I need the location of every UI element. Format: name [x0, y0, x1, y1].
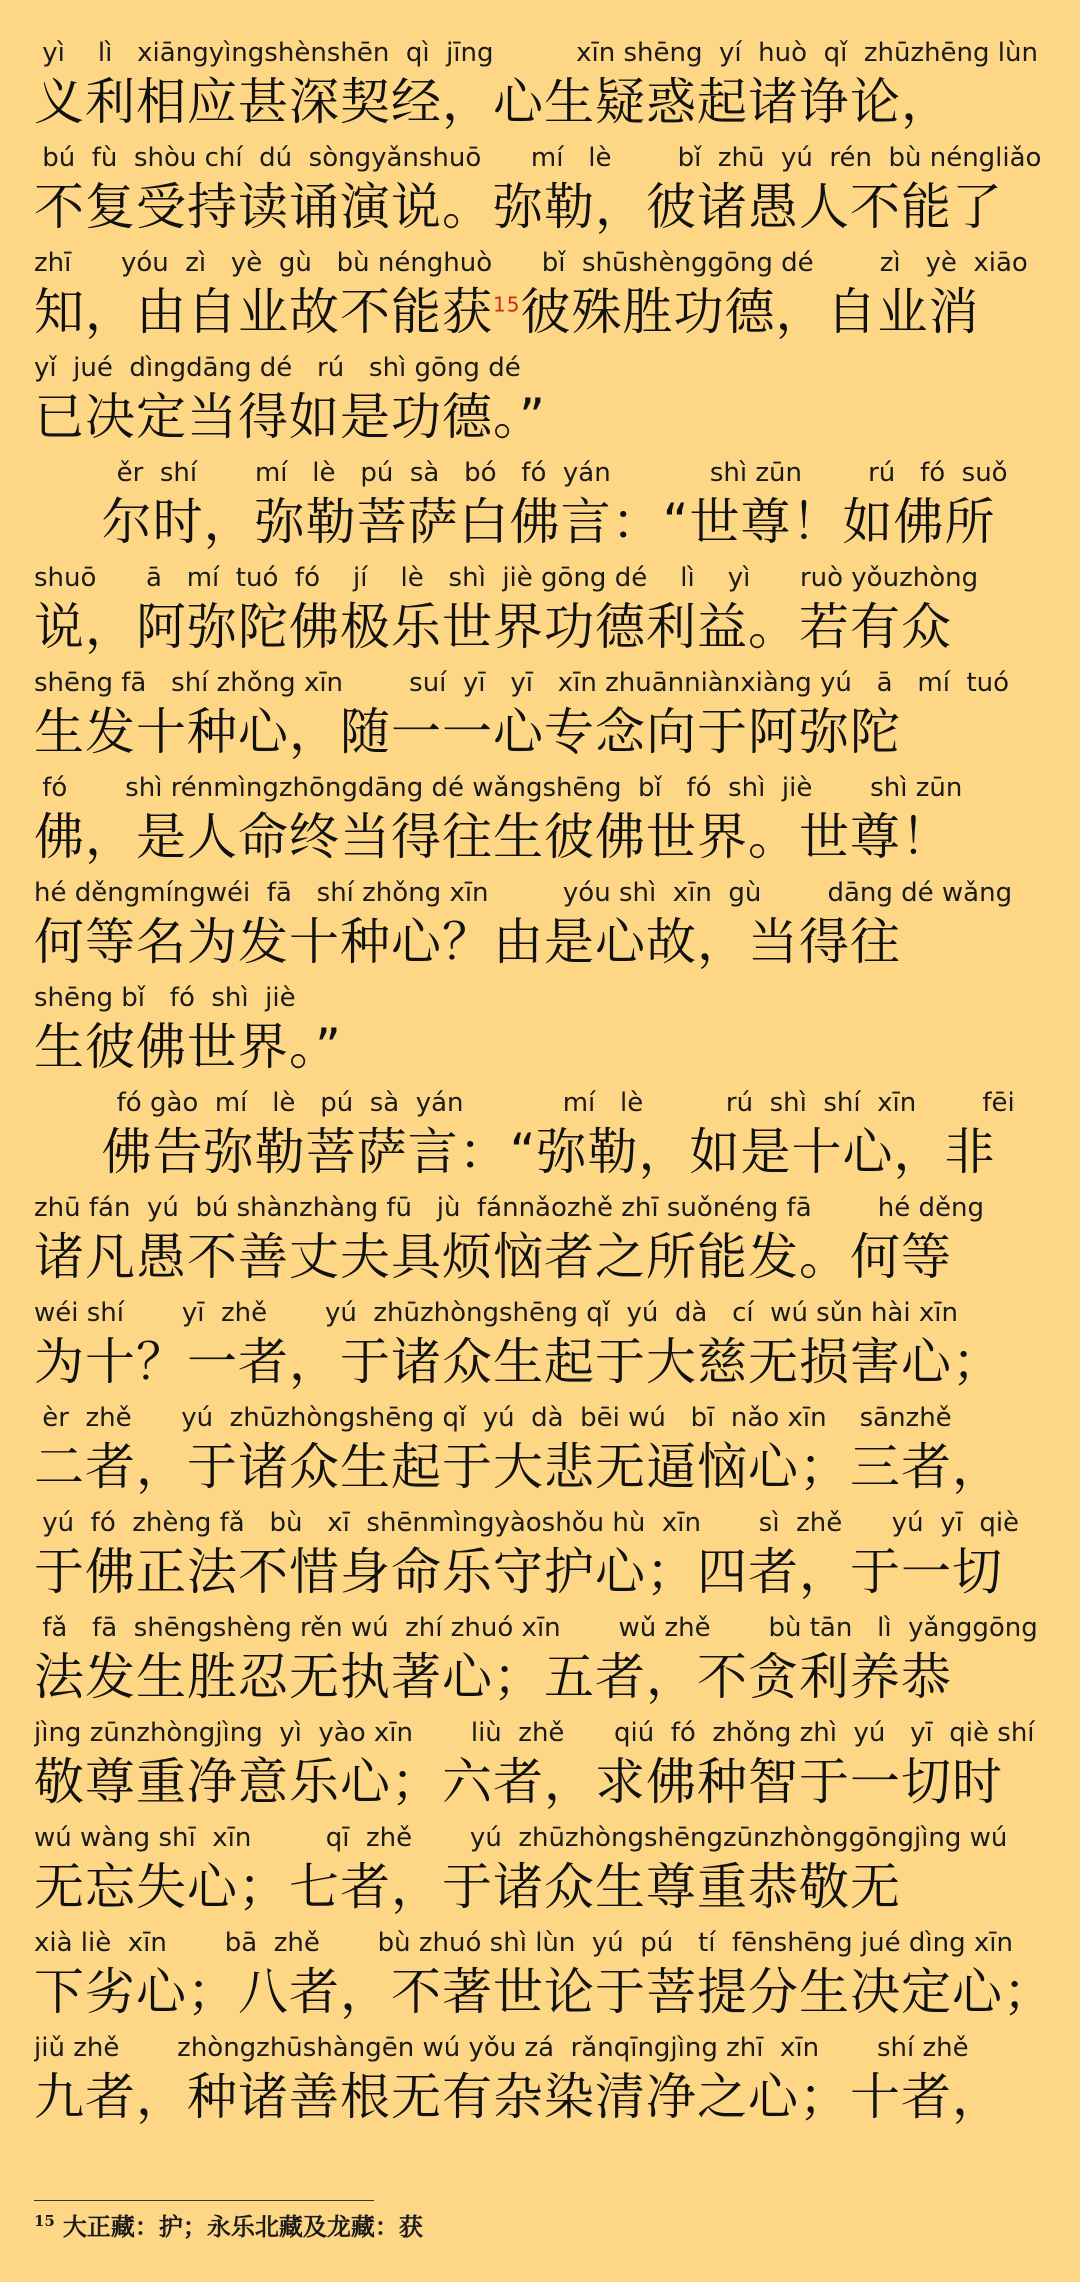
pinyin-row: shēng bǐ fó shì jiè: [34, 983, 296, 1013]
text-line-10: [34, 981, 1054, 1085]
hanzi-row: 佛，是人命终当得往生彼佛世界。世尊！: [34, 808, 952, 866]
pinyin-row: zhī yóu zì yè gù bù nénghuò bǐ shūshènggōng dé zì yè xiāo: [34, 248, 1028, 278]
hanzi-row: 尔时，弥勒菩萨白佛言：“世尊！如佛所: [34, 493, 996, 551]
pinyin-row: yǐ jué dìngdāng dé rú shì gōng dé: [34, 353, 521, 383]
pinyin-row: èr zhě yú zhūzhòngshēng qǐ yú dà bēi wú bī nǎo xīn sānzhě: [34, 1403, 952, 1433]
text-line-18: [34, 1821, 1054, 1925]
hanzi-after-footnote: 彼殊胜功德，自业消: [520, 283, 980, 341]
pinyin-row: shuō ā mí tuó fó jí lè shì jiè gōng dé lì yì ruò yǒuzhòng: [34, 563, 979, 593]
hanzi-row: 二者，于诸众生起于大悲无逼恼心；三者，: [34, 1438, 1003, 1496]
footnote: [34, 2210, 1034, 2244]
pinyin-row: wú wàng shī xīn qī zhě yú zhūzhòngshēngzūnzhònggōngjìng wú: [34, 1823, 1008, 1853]
pinyin-row: jìng zūnzhòngjìng yì yào xīn liù zhě qiú fó zhǒng zhì yú yī qiè shí: [34, 1718, 1035, 1748]
hanzi-row: [34, 280, 1054, 344]
pinyin-row: bú fù shòu chí dú sòngyǎnshuō mí lè bǐ zhū yú rén bù néngliǎo: [34, 143, 1042, 173]
pinyin-row: fǎ fā shēngshèng rěn wú zhí zhuó xīn wǔ zhě bù tān lì yǎnggōng: [34, 1613, 1038, 1643]
text-line-11: [34, 1086, 1054, 1190]
footnote-divider: [34, 2200, 374, 2201]
text-line-13: [34, 1296, 1054, 1400]
text-line-6: [34, 561, 1054, 665]
footnote-number: 15: [34, 2212, 55, 2230]
text-line-14: [34, 1401, 1054, 1505]
footnote-text: 大正藏：护；永乐北藏及龙藏：获: [62, 2212, 423, 2241]
pinyin-row: yì lì xiāngyìngshènshēn qì jīng xīn shēng yí huò qǐ zhūzhēng lùn: [34, 38, 1038, 68]
pinyin-row: fó shì rénmìngzhōngdāng dé wǎngshēng bǐ fó shì jiè shì zūn: [34, 773, 963, 803]
footnote-marker: 15: [493, 292, 521, 317]
pinyin-row: jiǔ zhě zhòngzhūshàngēn wú yǒu zá rǎnqīngjìng zhī xīn shí zhě: [34, 2033, 969, 2063]
hanzi-before-footnote: 知，由自业故不能获: [34, 283, 493, 341]
text-line-12: [34, 1191, 1054, 1295]
pinyin-row: wéi shí yī zhě yú zhūzhòngshēng qǐ yú dà cí wú sǔn hài xīn: [34, 1298, 958, 1328]
hanzi-row: 生发十种心，随一一心专念向于阿弥陀: [34, 703, 901, 761]
hanzi-row: 无忘失心；七者，于诸众生尊重恭敬无: [34, 1858, 901, 1916]
hanzi-row: 何等名为发十种心？由是心故，当得往: [34, 913, 901, 971]
hanzi-row: 已决定当得如是功德。”: [34, 388, 546, 446]
pinyin-row: ěr shí mí lè pú sà bó fó yán shì zūn rú fó suǒ: [34, 458, 1008, 488]
text-line-2: [34, 141, 1054, 245]
text-line-5: [34, 456, 1054, 560]
hanzi-row: 于佛正法不惜身命乐守护心；四者，于一切: [34, 1543, 1003, 1601]
hanzi-row: 敬尊重净意乐心；六者，求佛种智于一切时: [34, 1753, 1003, 1811]
hanzi-row: 佛告弥勒菩萨言：“弥勒，如是十心，非: [34, 1123, 996, 1181]
text-line-20: [34, 2031, 1054, 2135]
text-line-16: [34, 1611, 1054, 1715]
hanzi-row: 为十？一者，于诸众生起于大慈无损害心；: [34, 1333, 1003, 1391]
pinyin-row: shēng fā shí zhǒng xīn suí yī yī xīn zhuānniànxiàng yú ā mí tuó: [34, 668, 1010, 698]
hanzi-row: 不复受持读诵演说。弥勒，彼诸愚人不能了: [34, 178, 1003, 236]
hanzi-row: 义利相应甚深契经，心生疑惑起诸诤论，: [34, 73, 952, 131]
text-line-1: [34, 36, 1054, 140]
hanzi-row: 诸凡愚不善丈夫具烦恼者之所能发。何等: [34, 1228, 952, 1286]
text-line-7: [34, 666, 1054, 770]
hanzi-row: 九者，种诸善根无有杂染清净之心；十者，: [34, 2068, 1003, 2126]
text-line-9: [34, 876, 1054, 980]
pinyin-row: xià liè xīn bā zhě bù zhuó shì lùn yú pú tí fēnshēng jué dìng xīn: [34, 1928, 1013, 1958]
pinyin-row: fó gào mí lè pú sà yán mí lè rú shì shí xīn fēi: [34, 1088, 1015, 1118]
hanzi-row: 法发生胜忍无执著心；五者，不贪利养恭: [34, 1648, 952, 1706]
text-line-19: [34, 1926, 1054, 2030]
pinyin-row: yú fó zhèng fǎ bù xī shēnmìngyàoshǒu hù xīn sì zhě yú yī qiè: [34, 1508, 1020, 1538]
text-line-8: [34, 771, 1054, 875]
text-line-15: [34, 1506, 1054, 1610]
hanzi-row: 说，阿弥陀佛极乐世界功德利益。若有众: [34, 598, 952, 656]
pinyin-row: hé děngmíngwéi fā shí zhǒng xīn yóu shì xīn gù dāng dé wǎng: [34, 878, 1013, 908]
text-line-17: [34, 1716, 1054, 1820]
hanzi-row: 下劣心；八者，不著世论于菩提分生决定心；: [34, 1963, 1054, 2021]
pinyin-row: zhū fán yú bú shànzhàng fū jù fánnǎozhě zhī suǒnéng fā hé děng: [34, 1193, 984, 1223]
hanzi-row: 生彼佛世界。”: [34, 1018, 342, 1076]
text-line-3: [34, 246, 1054, 350]
text-line-4: [34, 351, 1054, 455]
